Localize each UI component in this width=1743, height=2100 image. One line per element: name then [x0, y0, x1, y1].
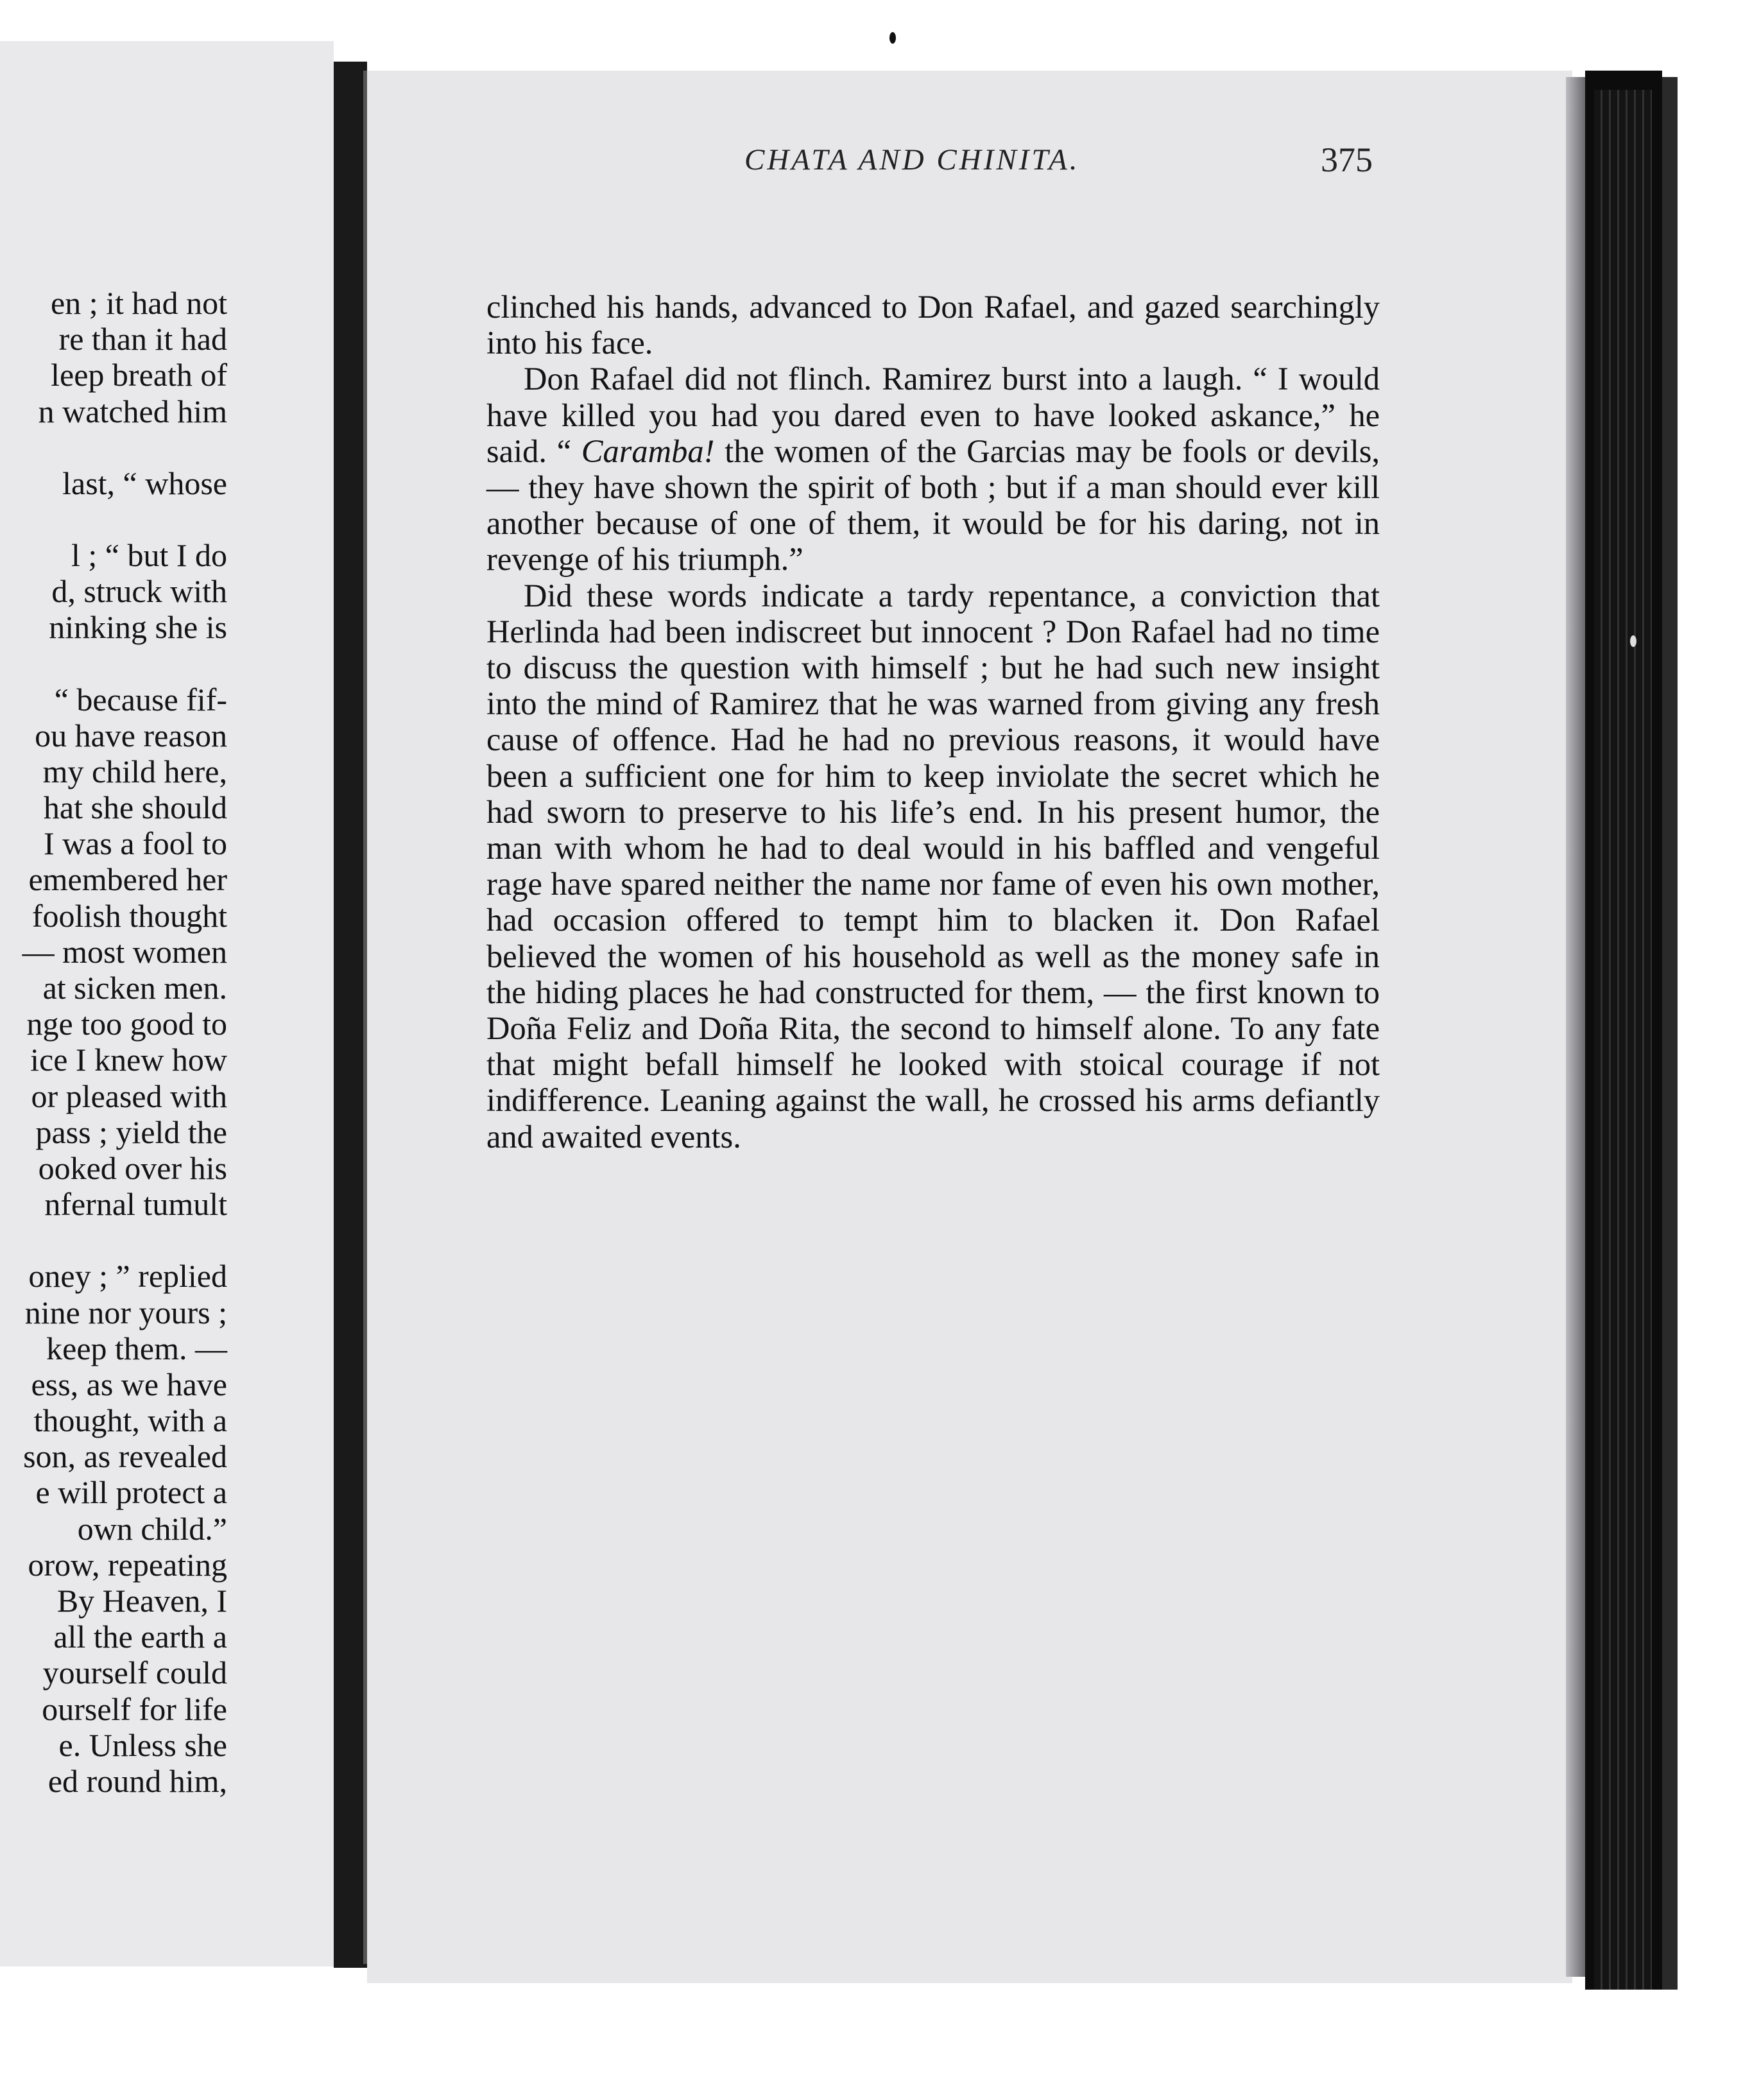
left-page-line: keep them. —	[46, 1330, 227, 1366]
left-page-line: en ; it had not	[51, 285, 227, 321]
left-page-line	[0, 1222, 227, 1258]
fore-edge-page-lines	[1594, 90, 1652, 1990]
left-page-line: nine nor yours ;	[24, 1294, 227, 1330]
left-page-line: last, “ whose	[62, 465, 227, 501]
paragraph-1: clinched his hands, advanced to Don Rafael, and gazed searchingly into his face.	[486, 289, 1380, 361]
left-page-line: I was a fool to	[43, 825, 227, 862]
left-page-line: all the earth a	[53, 1619, 227, 1655]
left-page-spacer	[0, 41, 227, 285]
left-page-line: leep breath of	[51, 357, 227, 393]
left-page-line: re than it had	[58, 321, 227, 357]
paragraph-2-after: the women of the Garcias may be fools or devils,— they have shown the spirit of both ; but if a man should ever kill another because of one of them, it would be for his daring, not in revenge of his triumph.”	[486, 433, 1380, 578]
left-page-line: n watched him	[38, 393, 227, 429]
left-page-line	[0, 646, 227, 682]
left-page-line: — most women	[22, 933, 227, 970]
left-page-line: yourself could	[42, 1655, 227, 1691]
left-page-line: my child here,	[42, 753, 227, 789]
left-page-line: pass ; yield the	[35, 1114, 227, 1150]
scan-speck	[889, 32, 896, 44]
left-page-line: “ because fif-	[54, 681, 227, 718]
left-page-line: or pleased with	[31, 1078, 227, 1114]
left-page-line: hat she should	[43, 789, 227, 826]
left-page-line: ed round him,	[47, 1762, 227, 1799]
left-page-line: ou have reason	[35, 717, 227, 753]
left-page-line	[0, 429, 227, 465]
left-page-line: son, as revealed	[23, 1438, 227, 1475]
scan-speck	[1630, 635, 1636, 647]
scan-margin-right	[1678, 0, 1743, 2100]
page-number: 375	[1321, 141, 1373, 179]
left-page-line: ess, as we have	[31, 1366, 227, 1402]
book-cover-edge	[1662, 77, 1678, 2002]
left-page-line	[0, 501, 227, 537]
paragraph-2-italic: Caramba!	[581, 433, 715, 469]
scan-margin-bottom	[0, 1990, 1743, 2100]
running-head: CHATA AND CHINITA.	[744, 143, 1080, 176]
left-page-line: orow, repeating	[28, 1546, 227, 1583]
left-page-line: l ; “ but I do	[71, 537, 227, 573]
left-page-line: ice I knew how	[30, 1042, 227, 1078]
left-page-line: nfernal tumult	[44, 1186, 227, 1223]
left-page-line: e. Unless she	[58, 1726, 227, 1763]
left-page-line: emembered her	[28, 861, 227, 898]
left-page-line: thought, with a	[33, 1402, 227, 1439]
left-page-line: own child.”	[77, 1510, 227, 1547]
left-facing-page	[0, 41, 334, 1967]
left-page-line: d, struck with	[51, 573, 227, 610]
left-page-line: ninking she is	[49, 609, 227, 646]
left-page-line: at sicken men.	[42, 970, 227, 1006]
left-page-line: foolish thought	[31, 897, 227, 934]
left-page-text-fragments	[0, 41, 227, 1799]
left-page-line: ooked over his	[38, 1149, 227, 1186]
left-page-line: ourself for life	[42, 1691, 227, 1727]
left-page-line: e will protect a	[35, 1474, 227, 1511]
book-gutter	[334, 62, 367, 1968]
paragraph-2-before: Don Rafael did not flinch. Ramirez burst into a laugh. “ I would have killed you had you dared even to have looked askance,” he said. “	[486, 361, 1380, 469]
page-body	[486, 289, 1380, 1155]
page-edge-shadow	[1566, 77, 1585, 1977]
left-page-line: By Heaven, I	[56, 1583, 227, 1619]
left-page-line: nge too good to	[26, 1006, 227, 1042]
left-page-line: oney ; ” replied	[28, 1258, 227, 1295]
paragraph-3: Did these words indicate a tardy repentance, a conviction that Herlinda had been indiscreet but innocent ? Don Rafael had no time to discuss the question with himself ; but he had such new insight into the mind of Ramirez that he was warned from giving any fresh cause of offence. Had he had no previous reasons, it would have been a sufficient one for him to keep inviolate the secret which he had sworn to preserve to his life’s end. In his present humor, the man with whom he had to deal would in his baffled and vengeful rage have spared neither the name nor fame of even his own mother, had occasion offered to tempt him to blacken it. Don Rafael believed the women of his household as well as the money safe in the hiding places he had constructed for them, — the first known to Doña Feliz and Doña Rita, the second to himself alone. To any fate that might befall himself he looked with stoical courage if not indifference. Leaning against the wall, he crossed his arms defiantly and awaited events.	[486, 577, 1380, 1155]
paragraph-2	[486, 361, 1380, 577]
